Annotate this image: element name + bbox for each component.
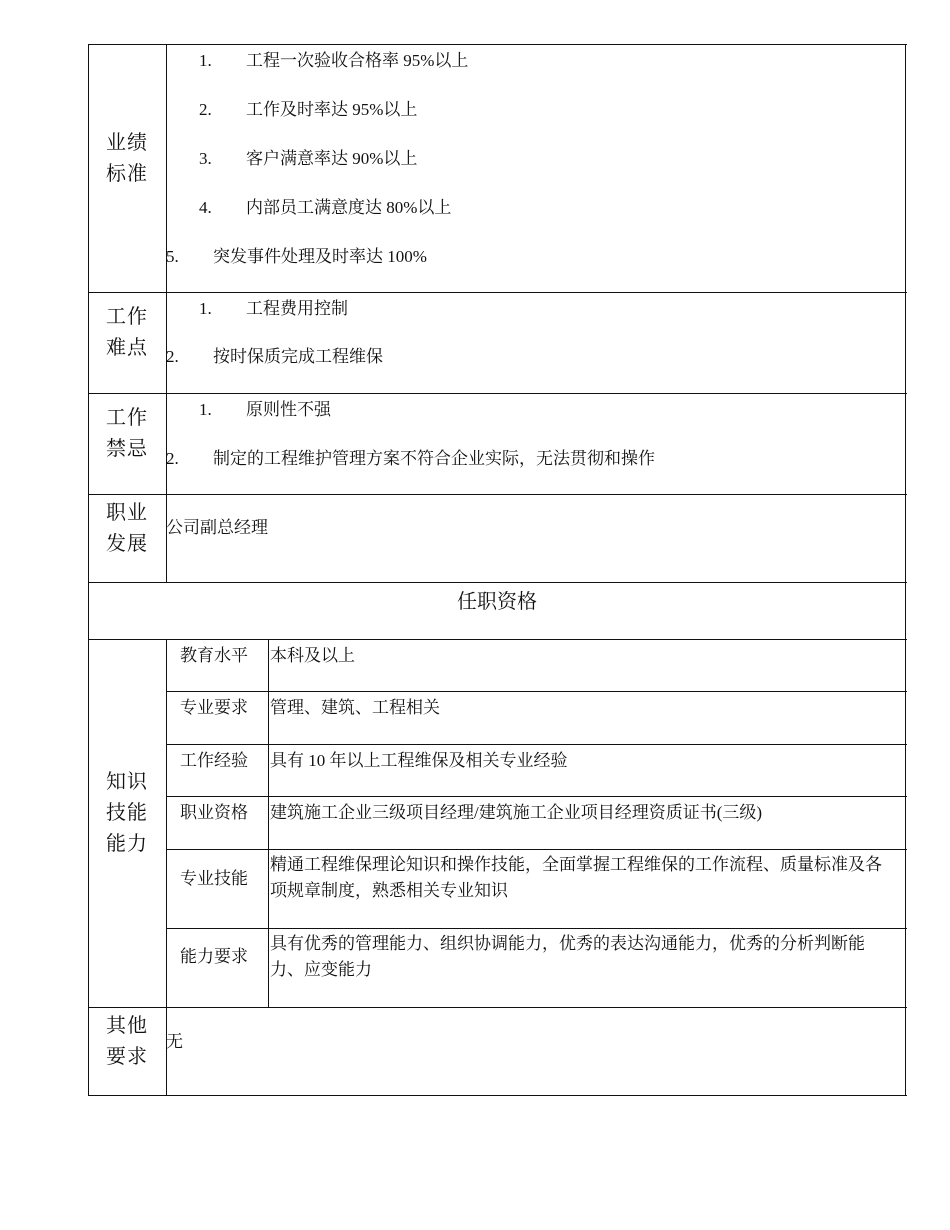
label-line: 技能 bbox=[106, 800, 148, 824]
row-divider bbox=[88, 639, 907, 640]
difficulties-label bbox=[88, 301, 166, 363]
label-line: 工作 bbox=[106, 405, 148, 429]
row-divider bbox=[88, 494, 907, 495]
row-divider bbox=[88, 1007, 907, 1008]
qualification-row-label: 教育水平 bbox=[180, 646, 248, 666]
sub-row-divider bbox=[166, 849, 907, 850]
qualification-row-label: 工作经验 bbox=[180, 751, 248, 771]
list-item: 原则性不强 bbox=[246, 400, 331, 419]
sub-row-divider bbox=[166, 796, 907, 797]
qualifications-title: 任职资格 bbox=[457, 589, 537, 613]
list-number: 1. bbox=[199, 51, 212, 70]
qualification-row-value: 精通工程维保理论知识和操作技能，全面掌握工程维保的工作流程、质量标准及各项规章制度，熟悉相关专业知识 bbox=[270, 855, 882, 900]
label-line: 知识 bbox=[106, 769, 148, 793]
other-label bbox=[88, 1010, 166, 1072]
knowledge-skills-label bbox=[88, 766, 166, 859]
list-item: 工程费用控制 bbox=[246, 299, 348, 318]
label-line: 难点 bbox=[106, 335, 148, 359]
list-number: 4. bbox=[199, 198, 212, 217]
list-number: 1. bbox=[199, 400, 212, 419]
list-item: 内部员工满意度达 80%以上 bbox=[246, 198, 452, 217]
row-divider bbox=[88, 582, 907, 583]
label-line: 工作 bbox=[106, 304, 148, 328]
label-line: 标准 bbox=[106, 161, 148, 185]
table-border-left bbox=[88, 44, 89, 1096]
list-number: 2. bbox=[166, 449, 179, 468]
list-item: 制定的工程维护管理方案不符合企业实际，无法贯彻和操作 bbox=[213, 449, 655, 468]
list-item: 突发事件处理及时率达 100% bbox=[213, 247, 427, 266]
list-number: 3. bbox=[199, 149, 212, 168]
performance-label bbox=[88, 127, 166, 189]
qualification-row-value: 具有优秀的管理能力、组织协调能力，优秀的表达沟通能力，优秀的分析判断能力、应变能力 bbox=[270, 934, 865, 979]
table-border-top bbox=[88, 44, 907, 45]
qualification-row-label: 职业资格 bbox=[180, 803, 248, 823]
list-number: 2. bbox=[166, 347, 179, 366]
list-item: 按时保质完成工程维保 bbox=[213, 347, 383, 366]
list-number: 5. bbox=[166, 247, 179, 266]
list-number: 1. bbox=[199, 299, 212, 318]
label-line: 业绩 bbox=[106, 130, 148, 154]
qualification-row-value: 建筑施工企业三级项目经理/建筑施工企业项目经理资质证书(三级) bbox=[270, 803, 763, 822]
qualification-row-value: 本科及以上 bbox=[270, 646, 355, 665]
list-item: 工程一次验收合格率 95%以上 bbox=[246, 51, 469, 70]
list-number: 2. bbox=[199, 100, 212, 119]
row-divider bbox=[88, 393, 907, 394]
taboos-label bbox=[88, 402, 166, 464]
table-border-right bbox=[905, 44, 906, 1096]
list-item: 客户满意率达 90%以上 bbox=[246, 149, 418, 168]
qualification-row-label: 专业要求 bbox=[180, 698, 248, 718]
row-divider bbox=[88, 292, 907, 293]
qualification-row-value: 管理、建筑、工程相关 bbox=[270, 698, 440, 717]
sub-row-divider bbox=[166, 691, 907, 692]
qualification-row-value: 具有 10 年以上工程维保及相关专业经验 bbox=[270, 751, 568, 770]
label-column-divider bbox=[166, 44, 167, 583]
list-item: 工作及时率达 95%以上 bbox=[246, 100, 418, 119]
career-label bbox=[88, 497, 166, 559]
label-line: 要求 bbox=[106, 1044, 148, 1068]
label-line: 能力 bbox=[106, 831, 148, 855]
other-text: 无 bbox=[166, 1032, 183, 1051]
table-border-bottom bbox=[88, 1095, 907, 1096]
label-line: 职业 bbox=[106, 500, 148, 524]
qualification-row-label: 能力要求 bbox=[180, 947, 248, 967]
sub-row-divider bbox=[166, 928, 907, 929]
label-line: 禁忌 bbox=[106, 436, 148, 460]
label-line: 发展 bbox=[106, 531, 148, 555]
label-line: 其他 bbox=[106, 1013, 148, 1037]
qualification-row-label: 专业技能 bbox=[180, 869, 248, 889]
sub-row-divider bbox=[166, 744, 907, 745]
career-text: 公司副总经理 bbox=[166, 518, 268, 537]
